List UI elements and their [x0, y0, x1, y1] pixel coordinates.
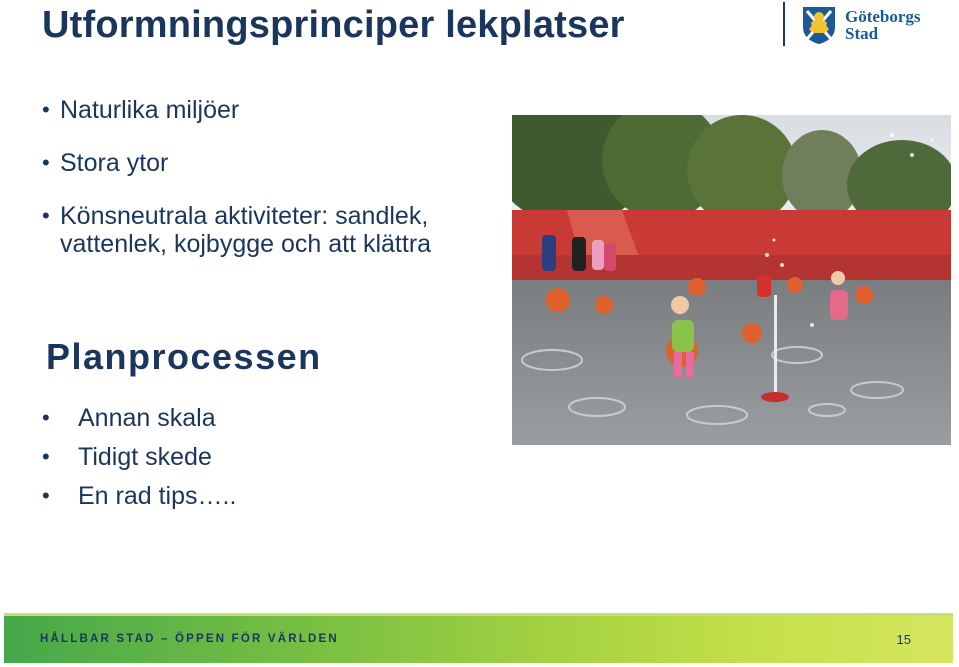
list-item: • Annan skala	[42, 404, 236, 432]
page-number: 15	[896, 632, 911, 647]
playground-photo-illustration	[512, 115, 951, 445]
playground-photo	[512, 115, 951, 445]
list-item: • Könsneutrala aktiviteter: sandlek, vattenlek, kojbygge och att klättra	[42, 202, 502, 258]
slide-title: Utformningsprinciper lekplatser	[42, 4, 625, 46]
footer-bar	[4, 613, 953, 663]
logo-divider	[783, 2, 785, 46]
footer-motto: HÅLLBAR STAD – ÖPPEN FÖR VÄRLDEN	[40, 633, 339, 645]
gothenburg-coat-of-arms-icon	[801, 5, 837, 45]
logo-text	[845, 8, 921, 42]
logo-line-2: Stad	[845, 24, 879, 43]
section-heading: Planprocessen	[46, 336, 322, 377]
principles-list	[42, 96, 502, 283]
logo-line-1: Göteborgs	[845, 7, 921, 26]
goteborgs-stad-logo	[783, 2, 943, 48]
list-item: • Naturlika miljöer	[42, 96, 502, 124]
list-item: • En rad tips…..	[42, 482, 236, 510]
list-item: • Tidigt skede	[42, 443, 236, 471]
process-list	[42, 404, 236, 521]
list-item: • Stora ytor	[42, 149, 502, 177]
